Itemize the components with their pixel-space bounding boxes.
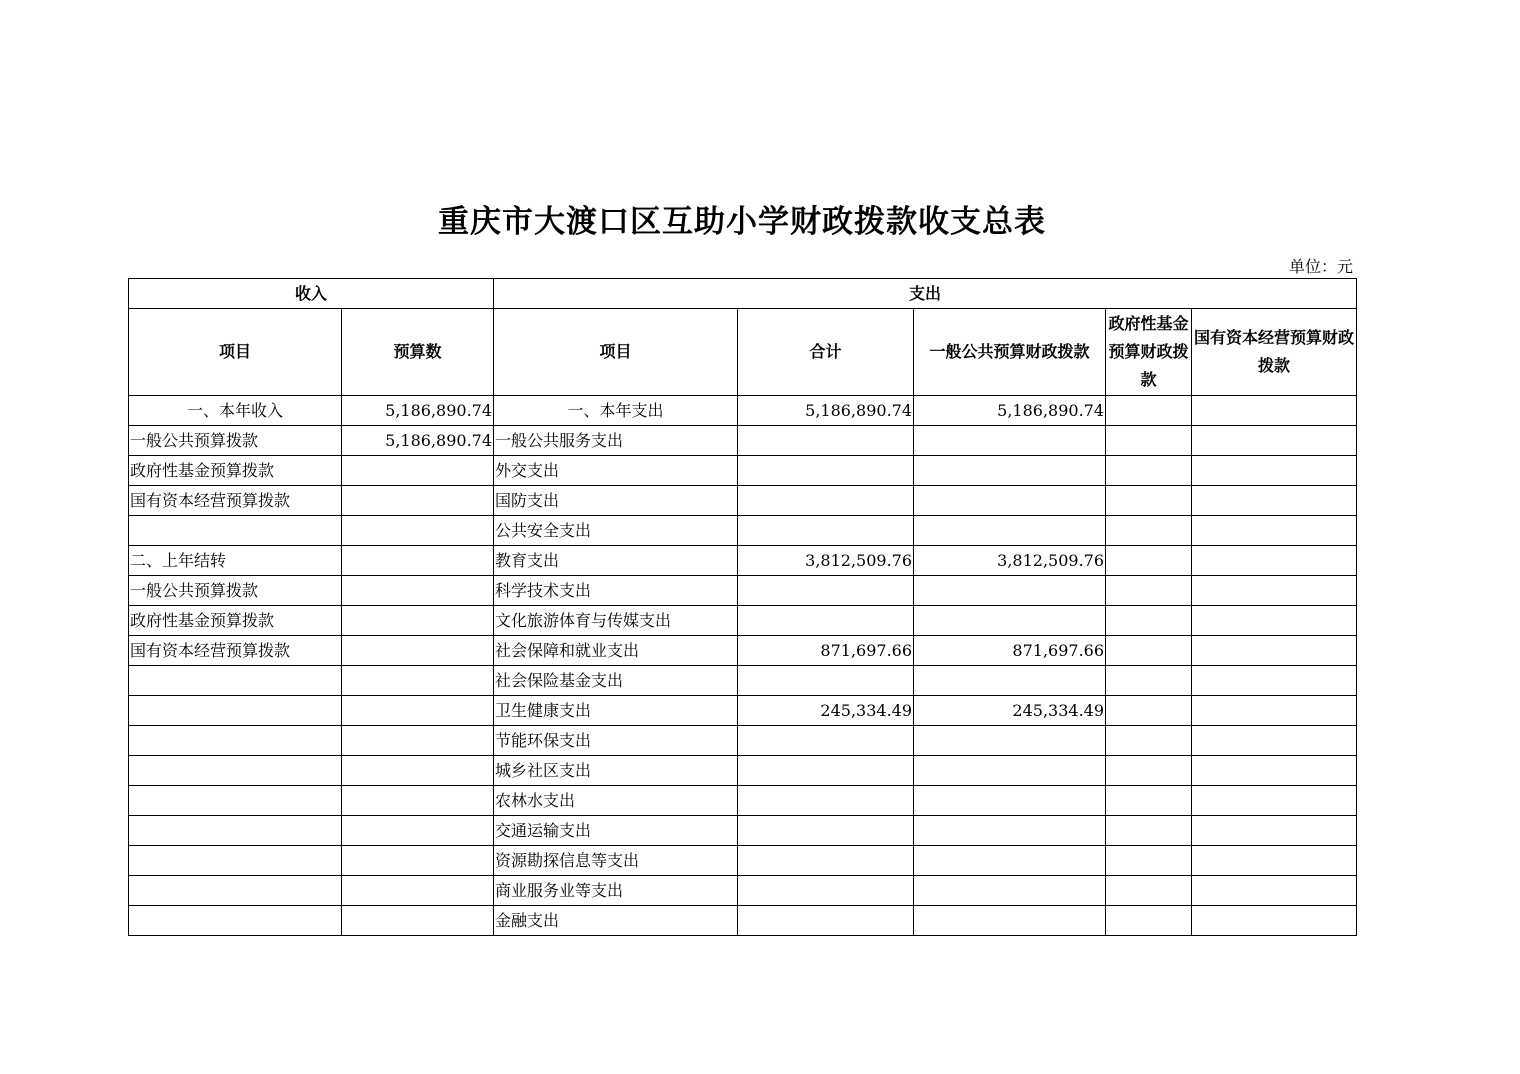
- fund-budget-cell: [1106, 816, 1192, 846]
- table-row: [129, 846, 1357, 876]
- total-cell: [738, 786, 914, 816]
- state-capital-budget-cell: [1192, 576, 1357, 606]
- expense-item-cell: 社会保险基金支出: [494, 666, 738, 696]
- section-header-row: [129, 279, 1357, 309]
- budget-table: [128, 278, 1357, 936]
- total-cell: 3,812,509.76: [738, 546, 914, 576]
- table-row: [129, 726, 1357, 756]
- fund-budget-cell: [1106, 456, 1192, 486]
- general-budget-cell: [914, 516, 1106, 546]
- state-capital-budget-cell: [1192, 606, 1357, 636]
- income-amount-cell: 5,186,890.74: [342, 426, 494, 456]
- table-row: [129, 756, 1357, 786]
- expense-item-cell: 卫生健康支出: [494, 696, 738, 726]
- fund-budget-cell: [1106, 906, 1192, 936]
- income-amount-cell: [342, 756, 494, 786]
- expense-item-cell: 金融支出: [494, 906, 738, 936]
- state-capital-budget-cell: [1192, 546, 1357, 576]
- income-amount-cell: [342, 456, 494, 486]
- table-row: [129, 666, 1357, 696]
- income-amount-cell: [342, 636, 494, 666]
- income-item-cell: 二、上年结转: [129, 546, 342, 576]
- fund-budget-cell: [1106, 786, 1192, 816]
- fund-budget-cell: [1106, 606, 1192, 636]
- general-budget-cell: [914, 606, 1106, 636]
- fund-budget-cell: [1106, 576, 1192, 606]
- expense-item-cell: 资源勘探信息等支出: [494, 846, 738, 876]
- fund-budget-cell: [1106, 486, 1192, 516]
- total-cell: [738, 426, 914, 456]
- total-cell: [738, 876, 914, 906]
- expense-item-cell: 教育支出: [494, 546, 738, 576]
- income-amount-cell: [342, 876, 494, 906]
- general-budget-cell: 871,697.66: [914, 636, 1106, 666]
- state-capital-budget-cell: [1192, 636, 1357, 666]
- state-capital-budget-cell: [1192, 846, 1357, 876]
- income-item-cell: 政府性基金预算拨款: [129, 456, 342, 486]
- total-cell: 5,186,890.74: [738, 396, 914, 426]
- general-budget-cell: [914, 906, 1106, 936]
- general-budget-cell: [914, 576, 1106, 606]
- income-amount-cell: [342, 546, 494, 576]
- page-title: 重庆市大渡口区互助小学财政拨款收支总表: [438, 204, 1046, 240]
- table-row: [129, 876, 1357, 906]
- total-cell: [738, 486, 914, 516]
- total-cell: 245,334.49: [738, 696, 914, 726]
- expense-item-cell: 公共安全支出: [494, 516, 738, 546]
- total-cell: [738, 846, 914, 876]
- total-cell: [738, 456, 914, 486]
- income-amount-cell: [342, 816, 494, 846]
- fund-budget-cell: [1106, 726, 1192, 756]
- state-capital-budget-cell: [1192, 456, 1357, 486]
- expense-item-cell: 文化旅游体育与传媒支出: [494, 606, 738, 636]
- general-budget-cell: [914, 876, 1106, 906]
- total-cell: [738, 576, 914, 606]
- col-general-budget: 一般公共预算财政拨款: [914, 309, 1106, 396]
- state-capital-budget-cell: [1192, 666, 1357, 696]
- column-header-row: [129, 309, 1357, 396]
- general-budget-cell: [914, 786, 1106, 816]
- income-amount-cell: [342, 846, 494, 876]
- income-item-cell: 国有资本经营预算拨款: [129, 636, 342, 666]
- table-row: [129, 456, 1357, 486]
- table-row: [129, 396, 1357, 426]
- income-item-cell: [129, 726, 342, 756]
- fund-budget-cell: [1106, 756, 1192, 786]
- fund-budget-cell: [1106, 426, 1192, 456]
- table-row: [129, 576, 1357, 606]
- fund-budget-cell: [1106, 666, 1192, 696]
- expense-item-cell: 一般公共服务支出: [494, 426, 738, 456]
- income-amount-cell: [342, 786, 494, 816]
- state-capital-budget-cell: [1192, 876, 1357, 906]
- state-capital-budget-cell: [1192, 756, 1357, 786]
- income-amount-cell: 5,186,890.74: [342, 396, 494, 426]
- income-item-cell: 一、本年收入: [129, 396, 342, 426]
- total-cell: [738, 726, 914, 756]
- state-capital-budget-cell: [1192, 786, 1357, 816]
- expense-item-cell: 社会保障和就业支出: [494, 636, 738, 666]
- expense-item-cell: 农林水支出: [494, 786, 738, 816]
- income-item-cell: 一般公共预算拨款: [129, 426, 342, 456]
- unit-label: 单位：元: [1288, 257, 1353, 276]
- col-income-amount: 预算数: [342, 309, 494, 396]
- col-expense-item: 项目: [494, 309, 738, 396]
- general-budget-cell: [914, 486, 1106, 516]
- income-item-cell: [129, 816, 342, 846]
- table-row: [129, 546, 1357, 576]
- col-fund-budget: 政府性基金预算财政拨款: [1106, 309, 1192, 396]
- table-row: [129, 426, 1357, 456]
- expense-group-header: 支出: [494, 279, 1357, 309]
- general-budget-cell: 5,186,890.74: [914, 396, 1106, 426]
- total-cell: [738, 606, 914, 636]
- total-cell: [738, 816, 914, 846]
- expense-item-cell: 外交支出: [494, 456, 738, 486]
- general-budget-cell: 3,812,509.76: [914, 546, 1106, 576]
- state-capital-budget-cell: [1192, 696, 1357, 726]
- income-item-cell: 政府性基金预算拨款: [129, 606, 342, 636]
- income-amount-cell: [342, 576, 494, 606]
- general-budget-cell: 245,334.49: [914, 696, 1106, 726]
- table-row: [129, 516, 1357, 546]
- general-budget-cell: [914, 456, 1106, 486]
- expense-item-cell: 国防支出: [494, 486, 738, 516]
- fund-budget-cell: [1106, 396, 1192, 426]
- col-total: 合计: [738, 309, 914, 396]
- total-cell: [738, 906, 914, 936]
- expense-item-cell: 商业服务业等支出: [494, 876, 738, 906]
- general-budget-cell: [914, 666, 1106, 696]
- general-budget-cell: [914, 726, 1106, 756]
- total-cell: [738, 666, 914, 696]
- general-budget-cell: [914, 846, 1106, 876]
- table-row: [129, 636, 1357, 666]
- income-amount-cell: [342, 666, 494, 696]
- total-cell: [738, 756, 914, 786]
- state-capital-budget-cell: [1192, 726, 1357, 756]
- income-item-cell: [129, 516, 342, 546]
- income-item-cell: [129, 906, 342, 936]
- income-item-cell: [129, 756, 342, 786]
- expense-item-cell: 节能环保支出: [494, 726, 738, 756]
- income-item-cell: [129, 786, 342, 816]
- income-group-header: 收入: [129, 279, 494, 309]
- state-capital-budget-cell: [1192, 816, 1357, 846]
- state-capital-budget-cell: [1192, 516, 1357, 546]
- table-row: [129, 906, 1357, 936]
- income-item-cell: [129, 846, 342, 876]
- fund-budget-cell: [1106, 516, 1192, 546]
- general-budget-cell: [914, 816, 1106, 846]
- expense-item-cell: 科学技术支出: [494, 576, 738, 606]
- fund-budget-cell: [1106, 876, 1192, 906]
- income-amount-cell: [342, 516, 494, 546]
- table-row: [129, 786, 1357, 816]
- expense-item-cell: 一、本年支出: [494, 396, 738, 426]
- col-income-item: 项目: [129, 309, 342, 396]
- income-amount-cell: [342, 906, 494, 936]
- fund-budget-cell: [1106, 546, 1192, 576]
- general-budget-cell: [914, 756, 1106, 786]
- table-body: [129, 396, 1357, 936]
- income-amount-cell: [342, 726, 494, 756]
- fund-budget-cell: [1106, 636, 1192, 666]
- fund-budget-cell: [1106, 696, 1192, 726]
- income-item-cell: [129, 696, 342, 726]
- income-amount-cell: [342, 486, 494, 516]
- total-cell: 871,697.66: [738, 636, 914, 666]
- state-capital-budget-cell: [1192, 426, 1357, 456]
- col-state-capital-budget: 国有资本经营预算财政拨款: [1192, 309, 1357, 396]
- income-item-cell: 一般公共预算拨款: [129, 576, 342, 606]
- income-item-cell: [129, 876, 342, 906]
- income-amount-cell: [342, 606, 494, 636]
- income-item-cell: [129, 666, 342, 696]
- income-amount-cell: [342, 696, 494, 726]
- table-row: [129, 486, 1357, 516]
- state-capital-budget-cell: [1192, 396, 1357, 426]
- expense-item-cell: 城乡社区支出: [494, 756, 738, 786]
- state-capital-budget-cell: [1192, 906, 1357, 936]
- general-budget-cell: [914, 426, 1106, 456]
- income-item-cell: 国有资本经营预算拨款: [129, 486, 342, 516]
- table-row: [129, 606, 1357, 636]
- expense-item-cell: 交通运输支出: [494, 816, 738, 846]
- total-cell: [738, 516, 914, 546]
- state-capital-budget-cell: [1192, 486, 1357, 516]
- fund-budget-cell: [1106, 846, 1192, 876]
- table-row: [129, 816, 1357, 846]
- table-row: [129, 696, 1357, 726]
